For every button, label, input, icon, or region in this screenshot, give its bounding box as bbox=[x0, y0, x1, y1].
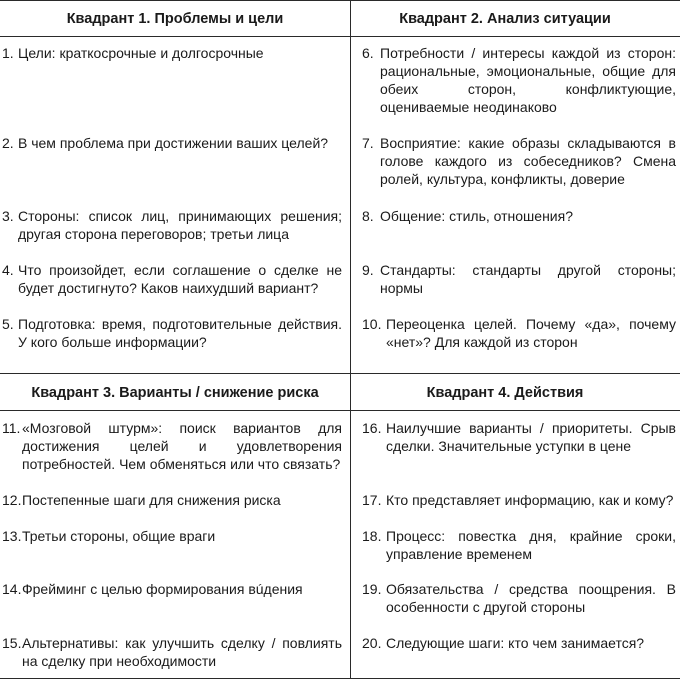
list-item bbox=[362, 44, 676, 116]
item-text: Следующие шаги: кто чем занимается? bbox=[386, 635, 645, 651]
item-text: В чем проблема при достижении ваших целей? bbox=[18, 135, 329, 151]
item-number: 18. bbox=[362, 528, 382, 544]
column-divider bbox=[350, 0, 351, 679]
item-text: «Мозговой штурм»: поиск вариантов для достижения целей и удовлетворения потребностей. Чем обменяться или что связать? bbox=[22, 420, 342, 472]
item-number: 2. bbox=[2, 135, 14, 151]
item-text: Цели: краткосрочные и долгосрочные bbox=[18, 45, 264, 61]
item-text: Общение: стиль, отношения? bbox=[380, 208, 573, 224]
item-text: Обязательства / средства поощрения. В особенности с другой стороны bbox=[386, 581, 676, 615]
list-item bbox=[2, 580, 342, 598]
item-number: 1. bbox=[2, 45, 14, 61]
list-item bbox=[2, 527, 342, 545]
item-number: 20. bbox=[362, 635, 382, 651]
list-item bbox=[362, 634, 676, 652]
list-item bbox=[2, 419, 342, 473]
list-item bbox=[362, 207, 676, 225]
item-text: Что произойдет, если соглашение о сделке не будет достигнуто? Каков наихудший вариант? bbox=[18, 262, 342, 296]
list-item bbox=[2, 134, 342, 152]
item-text: Подготовка: время, подготовительные действия. У кого больше информации? bbox=[18, 316, 342, 350]
item-number: 16. bbox=[362, 420, 382, 436]
item-text: Переоценка целей. Почему «да», почему «нет»? Для каждой из сторон bbox=[386, 316, 676, 350]
quadrant4-title: Квадрант 4. Действия bbox=[426, 385, 584, 401]
list-item bbox=[362, 491, 676, 509]
item-number: 15. bbox=[2, 635, 22, 651]
list-item bbox=[2, 315, 342, 351]
top-rule bbox=[0, 0, 680, 1]
item-number: 8. bbox=[362, 208, 374, 224]
list-item bbox=[362, 580, 676, 616]
item-number: 19. bbox=[362, 581, 382, 597]
item-number: 9. bbox=[362, 262, 374, 278]
list-item bbox=[362, 134, 676, 188]
item-number: 10. bbox=[362, 316, 382, 332]
list-item bbox=[362, 419, 676, 455]
item-number: 17. bbox=[362, 492, 382, 508]
item-text: Восприятие: какие образы складываются в голове каждого из собеседников? Смена ролей, культура, конфликты, доверие bbox=[380, 135, 676, 187]
list-item bbox=[362, 315, 676, 351]
item-text: Третьи стороны, общие враги bbox=[22, 528, 216, 544]
header-rule-1 bbox=[0, 36, 680, 37]
item-number: 4. bbox=[2, 262, 14, 278]
item-text: Фрейминг с целью формирования вúдения bbox=[22, 581, 303, 597]
item-text: Постепенные шаги для снижения риска bbox=[22, 492, 281, 508]
item-text: Процесс: повестка дня, крайние сроки, управление временем bbox=[386, 528, 676, 562]
list-item bbox=[362, 527, 676, 563]
list-item bbox=[2, 261, 342, 297]
item-text: Альтернативы: как улучшить сделку / повлиять на сделку при необходимости bbox=[22, 635, 342, 669]
quadrant2-title: Квадрант 2. Анализ ситуации bbox=[399, 11, 611, 27]
item-number: 3. bbox=[2, 208, 14, 224]
item-number: 6. bbox=[362, 45, 374, 61]
list-item bbox=[2, 44, 342, 62]
item-text: Наилучшие варианты / приоритеты. Срыв сделки. Значительные уступки в цене bbox=[386, 420, 676, 454]
item-text: Стороны: список лиц, принимающих решения; другая сторона переговоров; третьи лица bbox=[18, 208, 342, 242]
item-number: 14. bbox=[2, 581, 22, 597]
item-number: 5. bbox=[2, 316, 14, 332]
header-rule-2 bbox=[0, 410, 680, 411]
quadrant3-title: Квадрант 3. Варианты / снижение риска bbox=[31, 385, 319, 401]
item-number: 12. bbox=[2, 492, 22, 508]
item-number: 13. bbox=[2, 528, 22, 544]
list-item bbox=[2, 207, 342, 243]
item-text: Кто представляет информацию, как и кому? bbox=[386, 492, 674, 508]
item-text: Потребности / интересы каждой из сторон: рациональные, эмоциональные, общие для обеих сторон, конфликтующие, оцениваемые неодинаково bbox=[380, 45, 676, 115]
item-number: 7. bbox=[362, 135, 374, 151]
list-item bbox=[2, 634, 342, 670]
item-number: 11. bbox=[2, 420, 21, 436]
quadrant1-title: Квадрант 1. Проблемы и цели bbox=[66, 11, 284, 27]
item-text: Стандарты: стандарты другой стороны; нормы bbox=[380, 262, 676, 296]
section-divider bbox=[0, 373, 680, 374]
list-item bbox=[2, 491, 342, 509]
list-item bbox=[362, 261, 676, 297]
